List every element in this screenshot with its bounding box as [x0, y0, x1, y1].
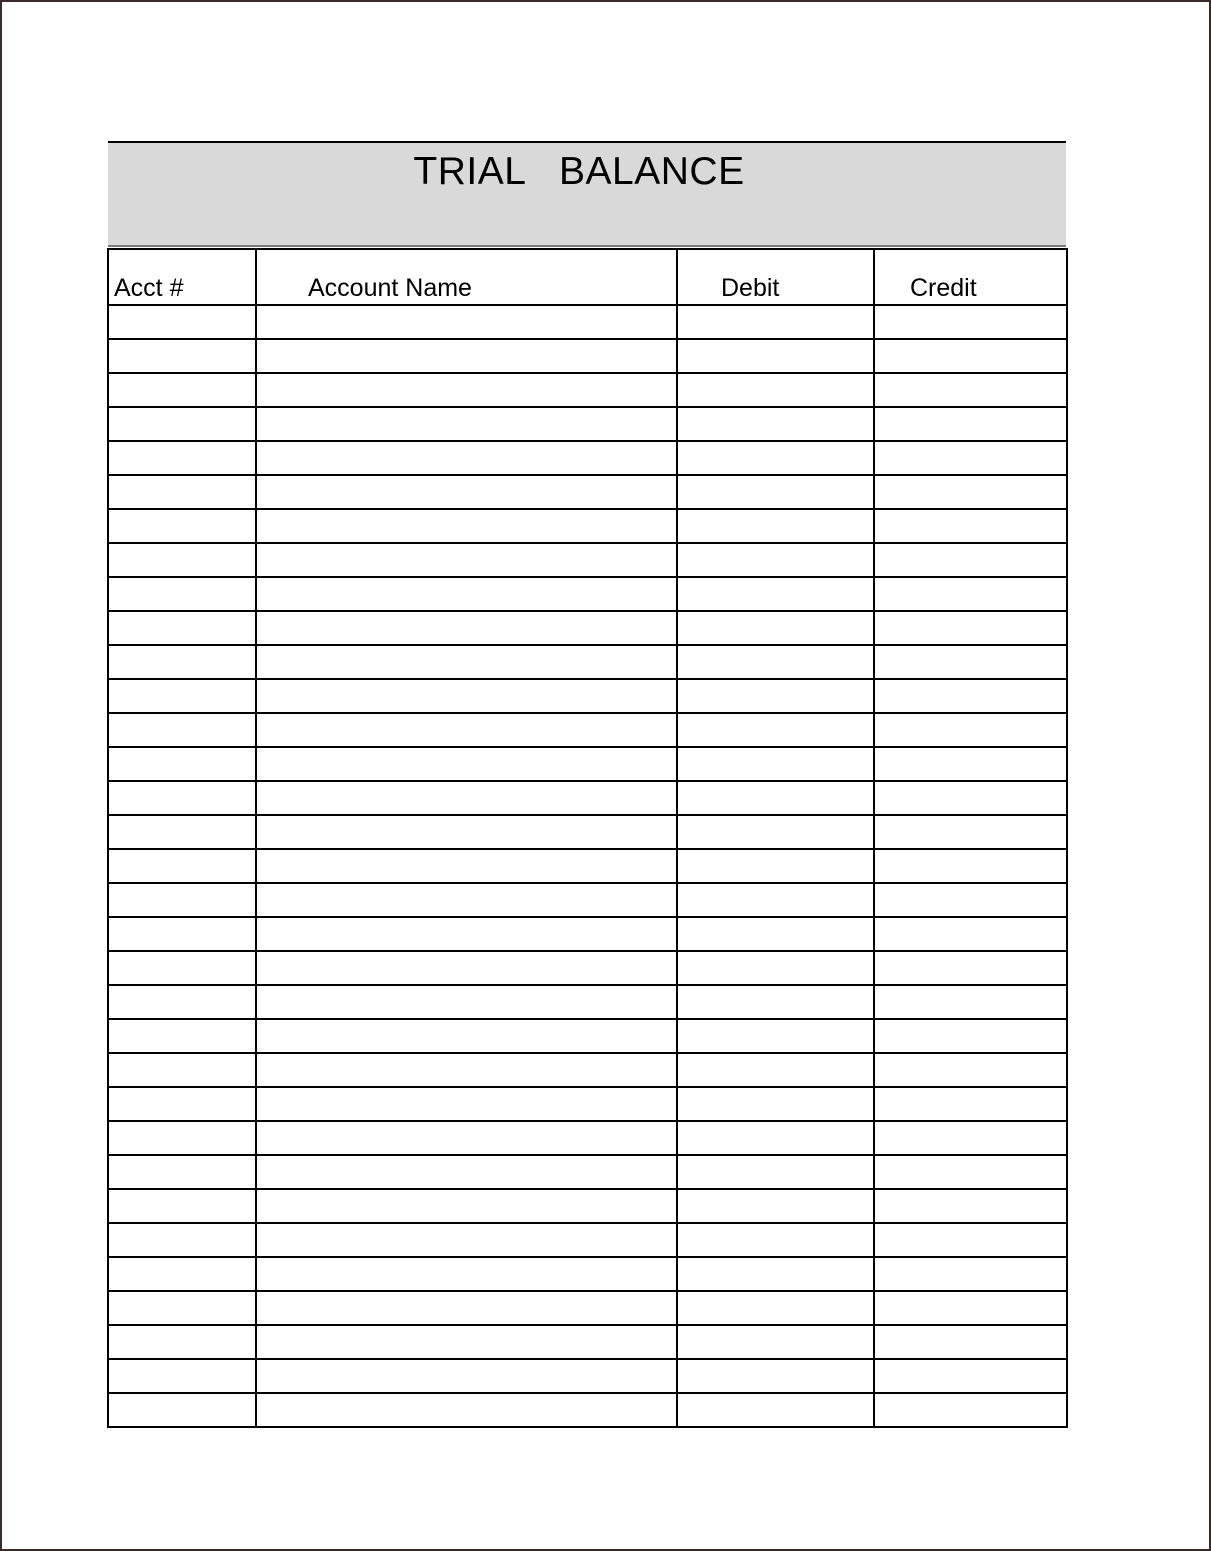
- acct-cell[interactable]: [108, 407, 256, 441]
- credit-cell[interactable]: [874, 407, 1067, 441]
- debit-cell[interactable]: [677, 373, 874, 407]
- table-row: [108, 1019, 1067, 1053]
- debit-cell[interactable]: [677, 679, 874, 713]
- column-header-debit: Debit: [677, 249, 874, 305]
- debit-cell[interactable]: [677, 509, 874, 543]
- table-row: [108, 475, 1067, 509]
- debit-cell[interactable]: [677, 1291, 874, 1325]
- account-name-cell[interactable]: [256, 713, 677, 747]
- table-row: [108, 781, 1067, 815]
- table-row: [108, 849, 1067, 883]
- acct-cell[interactable]: [108, 339, 256, 373]
- acct-cell[interactable]: [108, 713, 256, 747]
- table-row: [108, 645, 1067, 679]
- acct-cell[interactable]: [108, 1155, 256, 1189]
- table-row: [108, 1121, 1067, 1155]
- account-name-cell[interactable]: [256, 815, 677, 849]
- column-header-account-name: Account Name: [256, 249, 677, 305]
- debit-cell[interactable]: [677, 611, 874, 645]
- account-name-cell[interactable]: [256, 305, 677, 339]
- account-name-cell[interactable]: [256, 747, 677, 781]
- debit-cell[interactable]: [677, 1155, 874, 1189]
- acct-cell[interactable]: [108, 951, 256, 985]
- account-name-cell[interactable]: [256, 917, 677, 951]
- acct-cell[interactable]: [108, 645, 256, 679]
- acct-cell[interactable]: [108, 543, 256, 577]
- acct-cell[interactable]: [108, 1053, 256, 1087]
- table-row: [108, 985, 1067, 1019]
- account-name-cell[interactable]: [256, 781, 677, 815]
- account-name-cell[interactable]: [256, 1087, 677, 1121]
- column-header-acct: Acct #: [108, 249, 256, 305]
- table-row: [108, 1053, 1067, 1087]
- acct-cell[interactable]: [108, 1325, 256, 1359]
- debit-cell[interactable]: [677, 815, 874, 849]
- account-name-cell[interactable]: [256, 1223, 677, 1257]
- account-name-cell[interactable]: [256, 679, 677, 713]
- credit-cell[interactable]: [874, 917, 1067, 951]
- debit-cell[interactable]: [677, 339, 874, 373]
- credit-cell[interactable]: [874, 543, 1067, 577]
- debit-cell[interactable]: [677, 1325, 874, 1359]
- acct-cell[interactable]: [108, 1019, 256, 1053]
- account-name-cell[interactable]: [256, 883, 677, 917]
- acct-cell[interactable]: [108, 577, 256, 611]
- account-name-cell[interactable]: [256, 441, 677, 475]
- table-body: [108, 305, 1067, 1427]
- title-band-divider: [108, 245, 1066, 247]
- account-name-cell[interactable]: [256, 577, 677, 611]
- credit-cell[interactable]: [874, 883, 1067, 917]
- acct-cell[interactable]: [108, 441, 256, 475]
- table-row: [108, 815, 1067, 849]
- acct-cell[interactable]: [108, 1121, 256, 1155]
- debit-cell[interactable]: [677, 305, 874, 339]
- credit-cell[interactable]: [874, 1291, 1067, 1325]
- credit-cell[interactable]: [874, 577, 1067, 611]
- debit-cell[interactable]: [677, 1121, 874, 1155]
- account-name-cell[interactable]: [256, 543, 677, 577]
- acct-cell[interactable]: [108, 679, 256, 713]
- account-name-cell[interactable]: [256, 1359, 677, 1393]
- account-name-cell[interactable]: [256, 1155, 677, 1189]
- page-title: TRIAL BALANCE: [413, 150, 745, 193]
- table-row: [108, 441, 1067, 475]
- credit-cell[interactable]: [874, 475, 1067, 509]
- debit-cell[interactable]: [677, 917, 874, 951]
- account-name-cell[interactable]: [256, 339, 677, 373]
- acct-cell[interactable]: [108, 747, 256, 781]
- acct-cell[interactable]: [108, 1359, 256, 1393]
- debit-cell[interactable]: [677, 883, 874, 917]
- account-name-cell[interactable]: [256, 1257, 677, 1291]
- debit-cell[interactable]: [677, 645, 874, 679]
- account-name-cell[interactable]: [256, 475, 677, 509]
- account-name-cell[interactable]: [256, 1325, 677, 1359]
- debit-cell[interactable]: [677, 543, 874, 577]
- account-name-cell[interactable]: [256, 407, 677, 441]
- credit-cell[interactable]: [874, 951, 1067, 985]
- table-row: [108, 509, 1067, 543]
- credit-cell[interactable]: [874, 1189, 1067, 1223]
- credit-cell[interactable]: [874, 1257, 1067, 1291]
- table-row: [108, 1291, 1067, 1325]
- debit-cell[interactable]: [677, 951, 874, 985]
- acct-cell[interactable]: [108, 849, 256, 883]
- table-row: [108, 577, 1067, 611]
- table-row: [108, 713, 1067, 747]
- debit-cell[interactable]: [677, 1257, 874, 1291]
- credit-cell[interactable]: [874, 441, 1067, 475]
- credit-cell[interactable]: [874, 679, 1067, 713]
- credit-cell[interactable]: [874, 1359, 1067, 1393]
- debit-cell[interactable]: [677, 1087, 874, 1121]
- credit-cell[interactable]: [874, 815, 1067, 849]
- table-row: [108, 407, 1067, 441]
- debit-cell[interactable]: [677, 1223, 874, 1257]
- account-name-cell[interactable]: [256, 1121, 677, 1155]
- debit-cell[interactable]: [677, 1053, 874, 1087]
- account-name-cell[interactable]: [256, 645, 677, 679]
- credit-cell[interactable]: [874, 747, 1067, 781]
- acct-cell[interactable]: [108, 917, 256, 951]
- table-row: [108, 611, 1067, 645]
- credit-cell[interactable]: [874, 1393, 1067, 1427]
- credit-cell[interactable]: [874, 509, 1067, 543]
- debit-cell[interactable]: [677, 407, 874, 441]
- table-row: [108, 1325, 1067, 1359]
- table-row: [108, 543, 1067, 577]
- table-row: [108, 951, 1067, 985]
- credit-cell[interactable]: [874, 781, 1067, 815]
- acct-cell[interactable]: [108, 883, 256, 917]
- acct-cell[interactable]: [108, 781, 256, 815]
- account-name-cell[interactable]: [256, 611, 677, 645]
- acct-cell[interactable]: [108, 475, 256, 509]
- credit-cell[interactable]: [874, 1087, 1067, 1121]
- debit-cell[interactable]: [677, 713, 874, 747]
- account-name-cell[interactable]: [256, 1291, 677, 1325]
- acct-cell[interactable]: [108, 985, 256, 1019]
- acct-cell[interactable]: [108, 305, 256, 339]
- credit-cell[interactable]: [874, 713, 1067, 747]
- debit-cell[interactable]: [677, 747, 874, 781]
- header-row: [108, 249, 1067, 305]
- credit-cell[interactable]: [874, 1019, 1067, 1053]
- table-row: [108, 747, 1067, 781]
- table-row: [108, 883, 1067, 917]
- debit-cell[interactable]: [677, 781, 874, 815]
- table-row: [108, 1087, 1067, 1121]
- table-row: [108, 1189, 1067, 1223]
- debit-cell[interactable]: [677, 1019, 874, 1053]
- debit-cell[interactable]: [677, 441, 874, 475]
- credit-cell[interactable]: [874, 1155, 1067, 1189]
- credit-cell[interactable]: [874, 1053, 1067, 1087]
- acct-cell[interactable]: [108, 1223, 256, 1257]
- debit-cell[interactable]: [677, 849, 874, 883]
- debit-cell[interactable]: [677, 1359, 874, 1393]
- acct-cell[interactable]: [108, 1257, 256, 1291]
- table-row: [108, 1257, 1067, 1291]
- table-row: [108, 1223, 1067, 1257]
- acct-cell[interactable]: [108, 509, 256, 543]
- account-name-cell[interactable]: [256, 1189, 677, 1223]
- account-name-cell[interactable]: [256, 951, 677, 985]
- table-row: [108, 373, 1067, 407]
- acct-cell[interactable]: [108, 1087, 256, 1121]
- acct-cell[interactable]: [108, 815, 256, 849]
- debit-cell[interactable]: [677, 577, 874, 611]
- account-name-cell[interactable]: [256, 1053, 677, 1087]
- table-row: [108, 679, 1067, 713]
- credit-cell[interactable]: [874, 1325, 1067, 1359]
- table-row: [108, 917, 1067, 951]
- account-name-cell[interactable]: [256, 1393, 677, 1427]
- debit-cell[interactable]: [677, 985, 874, 1019]
- debit-cell[interactable]: [677, 475, 874, 509]
- table-row: [108, 339, 1067, 373]
- account-name-cell[interactable]: [256, 849, 677, 883]
- credit-cell[interactable]: [874, 985, 1067, 1019]
- account-name-cell[interactable]: [256, 509, 677, 543]
- credit-cell[interactable]: [874, 645, 1067, 679]
- acct-cell[interactable]: [108, 611, 256, 645]
- account-name-cell[interactable]: [256, 373, 677, 407]
- credit-cell[interactable]: [874, 611, 1067, 645]
- table-row: [108, 305, 1067, 339]
- acct-cell[interactable]: [108, 1393, 256, 1427]
- credit-cell[interactable]: [874, 1121, 1067, 1155]
- debit-cell[interactable]: [677, 1393, 874, 1427]
- acct-cell[interactable]: [108, 1291, 256, 1325]
- acct-cell[interactable]: [108, 373, 256, 407]
- table-row: [108, 1359, 1067, 1393]
- credit-cell[interactable]: [874, 339, 1067, 373]
- table-row: [108, 1393, 1067, 1427]
- debit-cell[interactable]: [677, 1189, 874, 1223]
- trial-balance-table: [107, 248, 1068, 1428]
- table-row: [108, 1155, 1067, 1189]
- acct-cell[interactable]: [108, 1189, 256, 1223]
- account-name-cell[interactable]: [256, 985, 677, 1019]
- credit-cell[interactable]: [874, 1223, 1067, 1257]
- account-name-cell[interactable]: [256, 1019, 677, 1053]
- credit-cell[interactable]: [874, 373, 1067, 407]
- credit-cell[interactable]: [874, 305, 1067, 339]
- credit-cell[interactable]: [874, 849, 1067, 883]
- column-header-credit: Credit: [874, 249, 1067, 305]
